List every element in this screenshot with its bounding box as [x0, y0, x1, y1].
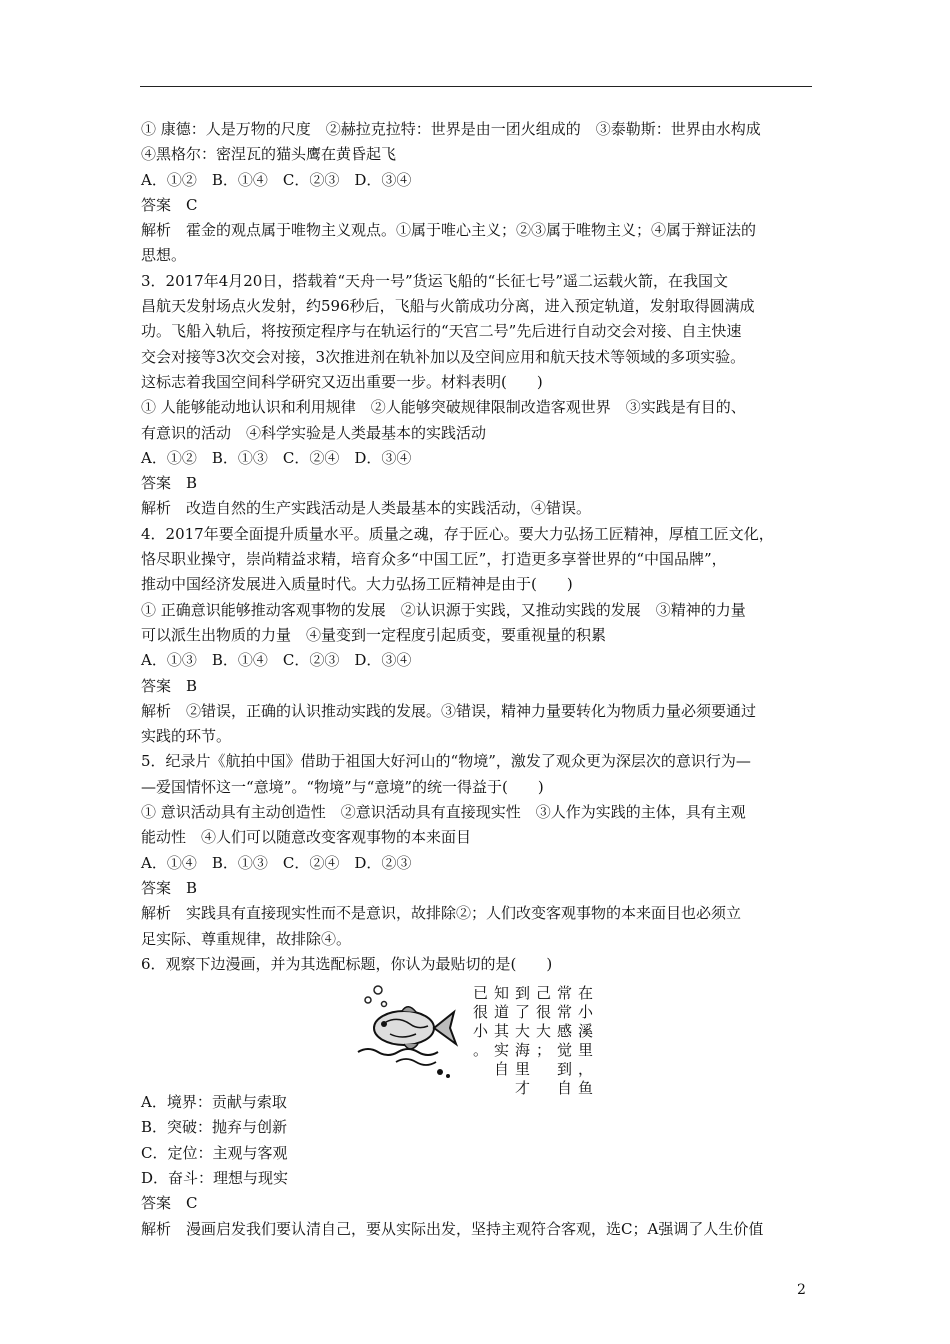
page-content	[141, 117, 813, 1242]
text-line: 思想。	[141, 246, 187, 265]
page-number: 2	[797, 1282, 806, 1298]
text-line: 昌航天发射场点火发射，约596秒后，飞船与火箭成功分离，进入预定轨道，发射取得圆满成	[141, 297, 755, 316]
text-line: B．突破：抛弃与创新	[141, 1118, 288, 1137]
text-line: 4．2017年要全面提升质量水平。质量之魂，存于匠心。要大力弘扬工匠精神，厚植工匠文化，	[141, 524, 774, 543]
text-line: 答案 C	[141, 195, 198, 214]
text-line: 解析 霍金的观点属于唯物主义观点。①属于唯心主义；②③属于唯物主义；④属于辩证法的	[141, 221, 757, 240]
caption-column: 知 道 其 实 自	[493, 984, 509, 1079]
text-line: ④黑格尔：密涅瓦的猫头鹰在黄昏起飞	[141, 145, 397, 164]
text-line: 能动性 ④人们可以随意改变客观事物的本来面目	[141, 828, 472, 847]
text-line: 推动中国经济发展进入质量时代。大力弘扬工匠精神是由于( )	[141, 575, 573, 594]
text-line: 实践的环节。	[141, 727, 232, 746]
caption-column: 已 很 小 。	[472, 984, 488, 1060]
text-line: 答案 B	[141, 474, 198, 493]
text-line: 恪尽职业操守，崇尚精益求精，培育众多“中国工匠”，打造更多享誉世界的“中国品牌”，	[141, 550, 727, 569]
fish-cartoon	[141, 980, 813, 1098]
text-line: ① 人能够能动地认识和利用规律 ②人能够突破规律限制改造客观世界 ③实践是有目的、	[141, 398, 746, 417]
text-line: 可以派生出物质的力量 ④量变到一定程度引起质变，要重视量的积累	[141, 625, 607, 644]
text-line: A．①② B．①③ C．②④ D．③④	[141, 448, 412, 467]
text-line: A．①② B．①④ C．②③ D．③④	[141, 170, 412, 189]
text-line: 5．纪录片《航拍中国》借助于祖国大好河山的“物境”，激发了观众更为深层次的意识行为—	[141, 752, 751, 771]
cartoon-caption	[471, 984, 595, 1098]
text-line: 解析 实践具有直接现实性而不是意识，故排除②；人们改变客观事物的本来面目也必须立	[141, 904, 742, 923]
text-line: ① 康德：人是万物的尺度 ②赫拉克拉特：世界是由一团火组成的 ③泰勒斯：世界由水构成	[141, 120, 761, 138]
text-line: A．①③ B．①④ C．②③ D．③④	[141, 651, 412, 670]
text-line: —爱国情怀这一“意境”。“物境”与“意境”的统一得益于( )	[141, 777, 544, 796]
text-line: 解析 改造自然的生产实践活动是人类最基本的实践活动，④错误。	[141, 499, 592, 518]
text-line: 答案 C	[141, 1194, 198, 1213]
text-line: 有意识的活动 ④科学实验是人类最基本的实践活动	[141, 423, 487, 442]
text-line: 3．2017年4月20日，搭载着“天舟一号”货运飞船的“长征七号”遥二运载火箭，在我国文	[141, 271, 729, 290]
text-block-bottom	[141, 1090, 813, 1242]
caption-column: 在 小 溪 里 ， 鱼	[577, 984, 593, 1098]
text-line: A．境界：贡献与索取	[141, 1093, 287, 1112]
text-line: 解析 ②错误，正确的认识推动实践的发展。③错误，精神力量要转化为物质力量必须要通过	[141, 701, 757, 720]
fish-illustration	[356, 980, 466, 1084]
text-line: 交会对接等3次交会对接，3次推进剂在轨补加以及空间应用和航天技术等领域的多项实验。	[141, 347, 746, 366]
caption-column: 己 很 大 ；	[535, 984, 551, 1060]
text-line: 答案 B	[141, 676, 198, 695]
text-line: 解析 漫画启发我们要认清自己，要从实际出发，坚持主观符合客观，选C；A强调了人生价值	[141, 1219, 764, 1238]
caption-column: 常 常 感 觉 到 自	[556, 984, 572, 1098]
text-line: 足实际、尊重规律，故排除④。	[141, 929, 352, 948]
text-line: 功。飞船入轨后，将按预定程序与在轨运行的“天宫二号”先后进行自动交会对接、自主快速	[141, 322, 742, 341]
header-rule	[140, 86, 812, 87]
text-line: 答案 B	[141, 878, 198, 897]
text-line: D．奋斗：理想与现实	[141, 1168, 289, 1187]
text-line: 这标志着我国空间科学研究又迈出重要一步。材料表明( )	[141, 372, 543, 391]
text-line: 6．观察下边漫画，并为其选配标题，你认为最贴切的是( )	[141, 954, 553, 973]
caption-column: 到 了 大 海 里 才	[514, 984, 530, 1098]
text-line: ① 意识活动具有主动创造性 ②意识活动具有直接现实性 ③人作为实践的主体，具有主观	[141, 803, 746, 822]
text-line: ① 正确意识能够推动客观事物的发展 ②认识源于实践，又推动实践的发展 ③精神的力量	[141, 600, 746, 619]
text-line: A．①④ B．①③ C．②④ D．②③	[141, 853, 412, 872]
text-block-top	[141, 117, 813, 977]
text-line: C．定位：主观与客观	[141, 1143, 288, 1162]
